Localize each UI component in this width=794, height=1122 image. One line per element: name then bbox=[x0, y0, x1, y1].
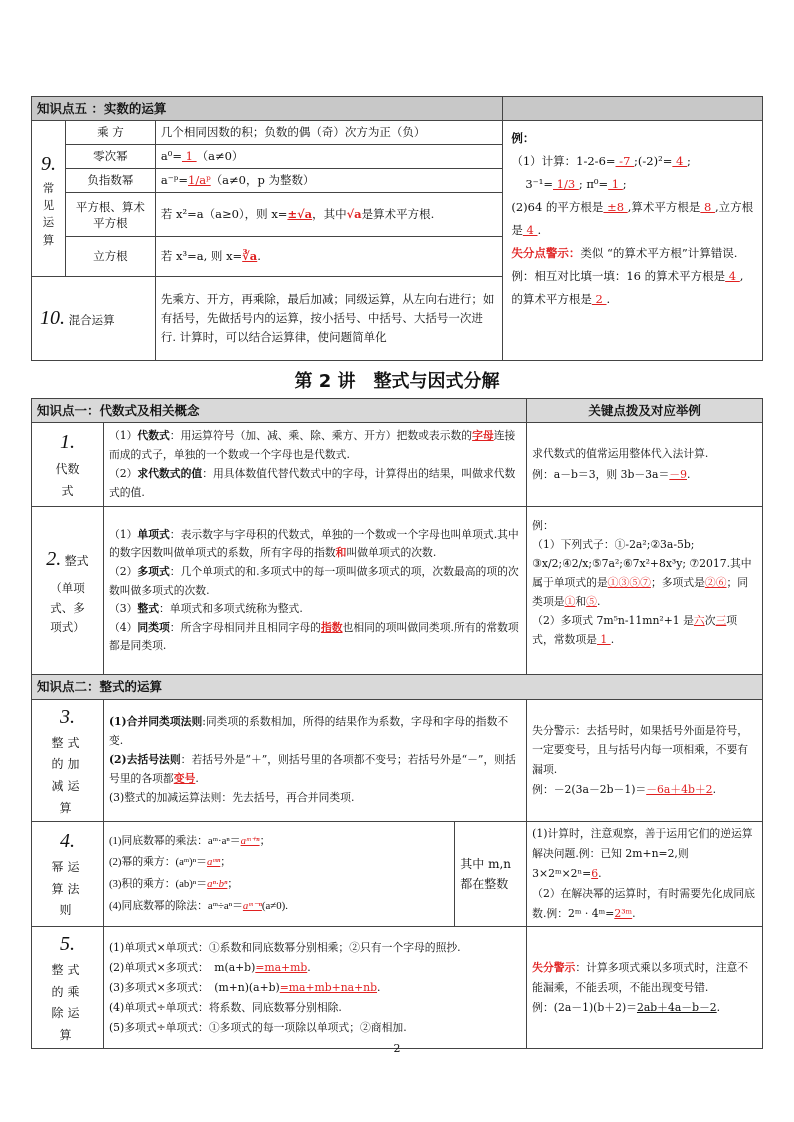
row-desc: （a≠0，p 为整数） bbox=[210, 172, 315, 187]
warning-label: 失分点警示： bbox=[511, 246, 581, 261]
ex-text: 例：－2(3a－2b－1)＝ bbox=[532, 783, 647, 797]
answer: ②⑥ bbox=[704, 576, 727, 590]
term: 整式 bbox=[137, 602, 159, 616]
def-text: 叫做单项式的次数. bbox=[346, 546, 437, 560]
warning-text: ：计算多项式乘以多项式时，注意不能漏乘，不能丢项，不能出现变号错. bbox=[532, 960, 749, 994]
answer: 4 bbox=[725, 269, 740, 284]
ex-text: ; π⁰= bbox=[578, 177, 609, 192]
rule-text: ； bbox=[259, 834, 271, 847]
ex-text: 项式，常数项是 bbox=[532, 613, 738, 646]
section-header: 知识点二：整式的运算 bbox=[32, 675, 763, 699]
row-name: 平方根、算术平方根 bbox=[65, 193, 155, 237]
ex-text: . bbox=[606, 292, 611, 307]
page-number: 2 bbox=[393, 1042, 401, 1055]
row-name: 负指数幂 bbox=[65, 169, 155, 193]
answer: aᵐ⁺ⁿ bbox=[240, 834, 260, 847]
section-number: 9. bbox=[40, 152, 56, 175]
section-label: 幂运算法则 bbox=[51, 860, 84, 918]
row-desc: ，其中 bbox=[312, 206, 347, 221]
answer: 1 bbox=[608, 177, 623, 192]
ex-text: . bbox=[537, 223, 542, 238]
section-label: 混合运算 bbox=[68, 313, 115, 328]
answer: ① bbox=[564, 594, 576, 608]
row-desc: 若 x²=a（a≥0），则 x= bbox=[160, 206, 288, 221]
highlight: 指数 bbox=[320, 620, 343, 634]
answer: ±8 bbox=[603, 200, 628, 215]
ex-text: （1）下列式子：①-2a²;②3a-5b; ③x/2;④2/x;⑤7a²;⑥7x²+8x³y; ⑦2017.其中属于单项式的是 bbox=[532, 538, 752, 590]
rule-text: . bbox=[377, 980, 381, 994]
def-text: ：所含字母相同并且相同字母的 bbox=[169, 620, 321, 634]
answer: 4 bbox=[522, 223, 538, 238]
rule-text: (a≠0). bbox=[261, 899, 288, 912]
answer: ±√a bbox=[287, 206, 313, 221]
section-sublabel: （单项式、多项式） bbox=[50, 581, 85, 635]
rule-text: ； bbox=[227, 878, 239, 891]
ex-text: ; bbox=[686, 154, 691, 169]
answer: －9 bbox=[669, 467, 687, 481]
section-header: 知识点一：代数式及相关概念 bbox=[32, 399, 527, 423]
answer: 六 bbox=[693, 613, 705, 627]
def-text: :同类项的系数相加，所得的结果作为系数，字母和字母的指数不变. bbox=[108, 715, 509, 748]
row-name: 零次幂 bbox=[65, 145, 155, 169]
answer: aᵐ⁻ⁿ bbox=[242, 899, 262, 912]
rule-text: (2)幂的乘方：(aᵐ)ⁿ＝ bbox=[108, 856, 207, 869]
ex-text: ,算术平方根是 bbox=[627, 200, 701, 215]
ex-text: . bbox=[686, 467, 691, 481]
ex-text: ,的算术平方根是 bbox=[511, 269, 744, 307]
row-desc: a⁻ᵖ= bbox=[160, 172, 189, 187]
answer: √a bbox=[346, 206, 362, 221]
ex-text: ;(-2)²= bbox=[634, 154, 673, 169]
note: . bbox=[598, 867, 602, 881]
answer: aᵐⁿ bbox=[206, 856, 221, 869]
def-text: ：单项式和多项式统称为整式. bbox=[159, 602, 303, 616]
def-text: ：若括号外是“＋”，则括号里的各项都不变号；若括号外是“－”，则括号里的各项都 bbox=[108, 752, 516, 785]
example-title: 例： bbox=[511, 131, 535, 146]
note: . bbox=[632, 907, 636, 920]
section-label: 整式 bbox=[64, 554, 89, 569]
note: 失分警示：去括号时，如果括号外面是符号，一定要变号，且与括号内每一项相乘，不要有漏项. bbox=[532, 723, 749, 777]
answer: 1/aᵖ bbox=[188, 172, 211, 187]
note: 其中 m,n 都在整数 bbox=[455, 822, 527, 927]
highlight: 和 bbox=[335, 546, 347, 560]
note: (1)计算时，注意观察，善于运用它们的逆运算解决问题.例：已知 2m+n=2,则 3×2ᵐ×2ⁿ= bbox=[532, 827, 753, 881]
answer: ∛a bbox=[242, 248, 258, 263]
ex-text: 和 bbox=[575, 594, 587, 608]
column-header: 关键点拨及对应举例 bbox=[527, 399, 763, 423]
term: 求代数式的值 bbox=[137, 466, 203, 480]
ex-text: . bbox=[596, 594, 601, 608]
section-number: 2. bbox=[46, 548, 62, 571]
row-desc: 几个相同因数的积；负数的偶（奇）次方为正（负） bbox=[155, 121, 502, 145]
rule-text: (4)同底数幂的除法：aᵐ÷aⁿ＝ bbox=[108, 899, 243, 912]
rule-text: . bbox=[307, 960, 311, 974]
answer: 2³ᵐ bbox=[614, 907, 633, 920]
def-text: ：表示数字与字母积的代数式，单独的一个数或一个字母也叫单项式.其中的数字因数叫做单项式的系数，所有字母的指数 bbox=[108, 527, 519, 560]
answer: ⑤ bbox=[586, 594, 597, 608]
rule-text: (1)同底数幂的乘法：aᵐ·aⁿ＝ bbox=[108, 834, 241, 847]
rule-text: (5)多项式÷单项式：①多项式的每一项除以单项式；②商相加. bbox=[108, 1020, 407, 1034]
def-text: . bbox=[195, 771, 199, 785]
answer: ①③⑤⑦ bbox=[607, 576, 651, 590]
section-number: 4. bbox=[59, 830, 75, 853]
ex-text: . bbox=[712, 783, 716, 797]
ex-text: . bbox=[716, 1000, 721, 1014]
ex-text: ；多项式是 bbox=[650, 576, 705, 590]
rule-text: (3)积的乘方：(ab)ⁿ＝ bbox=[108, 878, 208, 891]
answer: 1/3 bbox=[552, 177, 579, 192]
row-desc: 是算术平方根. bbox=[361, 206, 435, 221]
ex-text: 例：a－b＝3，则 3b－3a＝ bbox=[532, 467, 670, 481]
def-text: ：用具体数值代替代数式中的字母，计算得出的结果，叫做求代数式的值. bbox=[108, 466, 516, 499]
section-number: 10. bbox=[40, 307, 65, 330]
section-number: 3. bbox=[59, 705, 75, 728]
answer: 1 bbox=[181, 148, 197, 163]
ex-text: ,立方根是 bbox=[511, 200, 754, 238]
real-number-operations-table bbox=[31, 96, 763, 361]
ex-text: ; bbox=[622, 177, 627, 192]
rule-text: (4)单项式÷单项式：将系数、同底数幂分别相除. bbox=[108, 1000, 342, 1014]
highlight: 变号 bbox=[173, 771, 196, 785]
section-label: 常见运算 bbox=[42, 180, 55, 247]
answer: aⁿ·bⁿ bbox=[207, 878, 228, 891]
highlight: 字母 bbox=[472, 429, 494, 443]
rule-text: (2)单项式×多项式： m(a+b) bbox=[108, 960, 256, 974]
rule-text: ； bbox=[220, 856, 232, 869]
section-desc: 先乘方、开方，再乘除，最后加减；同级运算，从左向右进行；如有括号，先做括号内的运算，按小括号、中括号、大括号一次进行. 计算时，可以结合运算律，使问题简单化 bbox=[155, 277, 502, 361]
answer: -7 bbox=[615, 154, 635, 169]
def-text: 也相同的项叫做同类项.所有的常数项都是同类项. bbox=[108, 620, 519, 653]
polynomial-table: 知识点一：代数式及相关概念 关键点拨及对应举例 1. 代数式 （1）代数式：用运算符号（加、减、乘、除、乘方、开方）把数或表示数的字母连接而成的式子，单独的一个数或一个字母也是代数式. （2）求代数式的值：用具体数值代替代数式中的字母，计算得出的结果，叫做求代数式的值. 求代数式的值常运用整体代入法计算. 例：a－b＝3，则 3b－3a＝－9. 2. 整式 （单项式、多项式） （1）单项式：表示数字与字母积的代数式，单独的一个数或一个字母也叫单项式.其中的数字因数叫做单项式的系数，所有字母的指数和叫做单项式的次数. （2）多项式：几个单项式的和.多项式中的每一项叫做多项式的项，次数最高的项的次数叫做多项式的次数. （3）整式：单项式和多项式统称为整式. （4）同类项：所含字母相同并且相同字母的指数也相同的项叫做同类项.所有的常数项都是同类项. 例： （1）下列式子：①-2a²;②3a-5b; ③x/2;④2/x;⑤7a²;⑥7x²+8x³y; ⑦2017.其中属于单项式的是①③⑤⑦；多项式是②⑥；同类项是①和⑤. （2）多项式 7m⁵n-11mn²+1 是六次三项式，常数项是 1 . 知识点二：整式的运算 3. 整式的加减运算 (1)合并同类项法则:同类项的系数相加，所得的结果作为系数，字母和字母的指数不变. (2)去括号法则：若括号外是“＋”，则括号里的各项都不变号；若括号外是“－”，则括号里的各项都变号. (3)整式的加减运算法则：先去括号，再合并同类项. 失分警示：去括号时，如果括号外面是符号，一定要变号，且与括号内每一项相乘，不要有漏项. 例：－2(3a－2b－1)＝－6a＋4b＋2. 4. 幂运算法则 (1)同底数幂的乘法：aᵐ·aⁿ＝aᵐ⁺ⁿ； (2)幂的乘方：(aᵐ)ⁿ＝aᵐⁿ； (3)积的乘方：(ab)ⁿ＝aⁿ·bⁿ； (4)同底数幂的除法：aᵐ÷aⁿ＝aᵐ⁻ⁿ(a≠0). 其中 m,n 都在整数 (1)计算时，注意观察，善于运用它们的逆运算解决问题.例：已知 2m+n=2,则 3×2ᵐ×2ⁿ=6. （2）在解决幂的运算时，有时需要先化成同底数.例：2ᵐ · 4ᵐ=2³ᵐ. 5. 整式的乘除运算 (1)单项式×单项式：①系数和同底数幂分别相乘；②只有一个字母的照抄. (2)单项式×多项式： m(a+b)=ma+mb. (3)多项式×多项式： (m+n)(a+b)=ma+mb+na+nb. (4)单项式÷单项式：将系数、同底数幂分别相除. (5)多项式÷单项式：①多项式的每一项除以单项式；②商相加. 失分警示：计算多项式乘以多项式时，注意不能漏乘，不能丢项，不能出现变号错. 例：(2a－1)(b＋2)＝2ab＋4a－b－2. bbox=[31, 398, 763, 1049]
answer: 4 bbox=[672, 154, 687, 169]
ex-text: （2）多项式 7m⁵n-11mn²+1 是 bbox=[532, 613, 694, 627]
term: 代数式 bbox=[137, 429, 170, 443]
note: （2）在解决幂的运算时，有时需要先化成同底数.例：2ᵐ · 4ᵐ= bbox=[532, 887, 755, 920]
row-desc: （a≠0） bbox=[196, 148, 244, 163]
row-desc: 若 x³=a, 则 x= bbox=[160, 248, 243, 263]
answer: 8 bbox=[700, 200, 715, 215]
example-title: 例： bbox=[532, 519, 554, 533]
lecture-title: 第 2 讲 整式与因式分解 bbox=[294, 371, 500, 392]
rule-text: (1)单项式×单项式：①系数和同底数幂分别相乘；②只有一个字母的照抄. bbox=[108, 940, 461, 954]
warning-label: 失分警示 bbox=[532, 960, 576, 974]
row-desc: . bbox=[257, 248, 261, 263]
answer: 三 bbox=[715, 613, 727, 627]
term: (1)合并同类项法则 bbox=[108, 715, 203, 729]
def-text: (3)整式的加减运算法则：先去括号，再合并同类项. bbox=[108, 790, 355, 804]
term: 单项式 bbox=[137, 527, 170, 541]
ex-text: (2)64 的平方根是 bbox=[511, 200, 604, 215]
section-label: 代数式 bbox=[55, 461, 80, 499]
term: 同类项 bbox=[137, 620, 170, 634]
answer: 2 bbox=[591, 292, 607, 307]
answer: =ma+mb bbox=[255, 960, 308, 974]
section-label: 整式的乘除运算 bbox=[51, 962, 84, 1042]
ex-text: （1）计算：1-2-6= bbox=[511, 154, 616, 169]
def-text: 连接而成的式子，单独的一个数或一个字母也是代数式. bbox=[108, 429, 516, 461]
warning-text: 类似 “的算术平方根”计算错误. 例：相互对比填一填：16 的算术平方根是 bbox=[511, 246, 738, 284]
ex-text: 次 bbox=[704, 613, 716, 627]
answer: 6 bbox=[591, 867, 599, 881]
def-text: ：几个单项式的和.多项式中的每一项叫做多项式的项，次数最高的项的次数叫做多项式的次数. bbox=[108, 565, 519, 597]
answer: 1 bbox=[596, 632, 611, 646]
term: (2)去括号法则 bbox=[108, 752, 181, 766]
section-number: 5. bbox=[59, 932, 75, 955]
answer: =ma+mb+na+nb bbox=[279, 980, 378, 994]
ex-text: 例：(2a－1)(b＋2)＝ bbox=[532, 1000, 637, 1014]
answer: 2ab＋4a－b－2 bbox=[636, 1000, 717, 1014]
row-name: 立方根 bbox=[65, 237, 155, 277]
def-text: ：用运算符号（加、减、乘、除、乘方、开方）把数或表示数的 bbox=[169, 429, 473, 443]
ex-text: 3⁻¹= bbox=[525, 177, 553, 192]
section-number: 1. bbox=[59, 430, 75, 453]
rule-text: (3)多项式×多项式： (m+n)(a+b) bbox=[108, 980, 280, 994]
section-label: 整式的加减运算 bbox=[51, 735, 84, 815]
section-header: 知识点五 ：实数的运算 bbox=[32, 97, 503, 121]
note: 求代数式的值常运用整体代入法计算. bbox=[532, 447, 709, 461]
term: 多项式 bbox=[137, 565, 170, 579]
ex-text: ；同类项是 bbox=[532, 576, 749, 608]
row-desc: a⁰= bbox=[160, 148, 182, 163]
ex-text: . bbox=[610, 632, 615, 646]
row-name: 乘 方 bbox=[65, 121, 155, 145]
answer: －6a＋4b＋2 bbox=[646, 783, 713, 797]
